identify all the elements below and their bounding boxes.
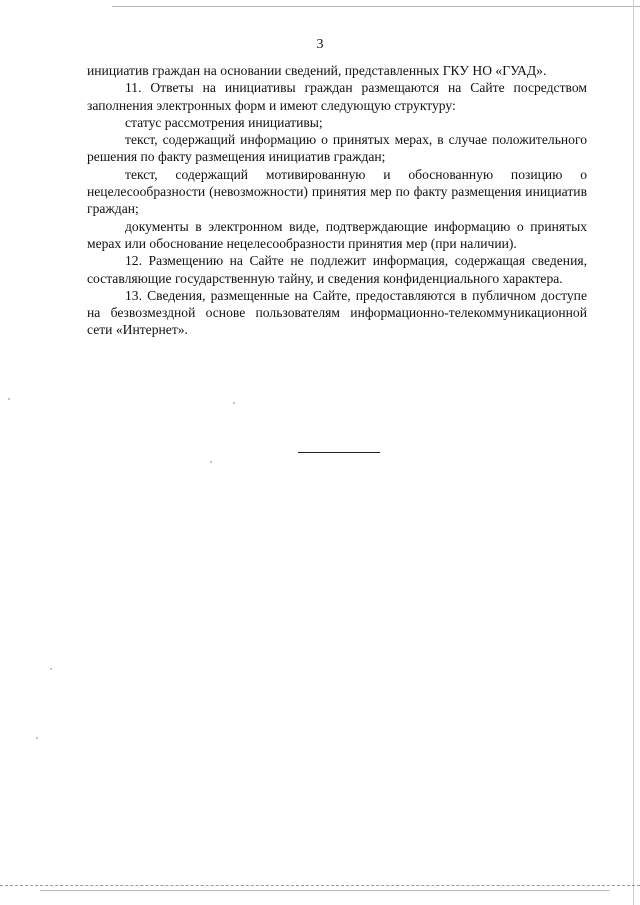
paragraph-item-12: 12. Размещению на Сайте не подлежит информация, содержащая сведения, составляющие государственную тайну, и сведения конфиденциального характера.: [87, 253, 587, 286]
end-divider: [298, 452, 380, 453]
page-number: 3: [316, 37, 324, 52]
scan-speck: [50, 668, 52, 670]
scan-edge-top: [112, 6, 640, 7]
paragraph-structure-position: текст, содержащий мотивированную и обоснованную позицию о нецелесообразности (невозможности) принятия мер по факту размещения инициатив граждан;: [87, 166, 587, 217]
paragraph-continuation: инициатив граждан на основании сведений, представленных ГКУ НО «ГУАД».: [87, 63, 547, 78]
scan-edge-bottom: [0, 885, 640, 886]
scan-speck: [210, 461, 212, 463]
paragraph-structure-documents: документы в электронном виде, подтверждающие информацию о принятых мерах или обоснование нецелесообразности принятия мер (при наличии).: [87, 218, 587, 251]
scan-edge-bottom-line: [40, 890, 610, 891]
scan-speck: [233, 402, 235, 404]
scan-speck: [8, 398, 10, 400]
paragraph-structure-status: статус рассмотрения инициативы;: [125, 114, 323, 130]
document-body: [87, 62, 587, 339]
scan-speck: [36, 737, 38, 739]
paragraph-structure-measures: текст, содержащий информацию о принятых мерах, в случае положительного решения по факту размещения инициатив граждан;: [87, 132, 587, 165]
scan-edge-right: [633, 0, 634, 905]
paragraph-item-11: 11. Ответы на инициативы граждан размещаются на Сайте посредством заполнения электронных форм и имеют следующую структуру:: [87, 80, 587, 113]
paragraph-item-13: 13. Сведения, размещенные на Сайте, предоставляются в публичном доступе на безвозмездной основе пользователям информационно-телекоммуникационной сети «Интернет».: [87, 287, 587, 338]
